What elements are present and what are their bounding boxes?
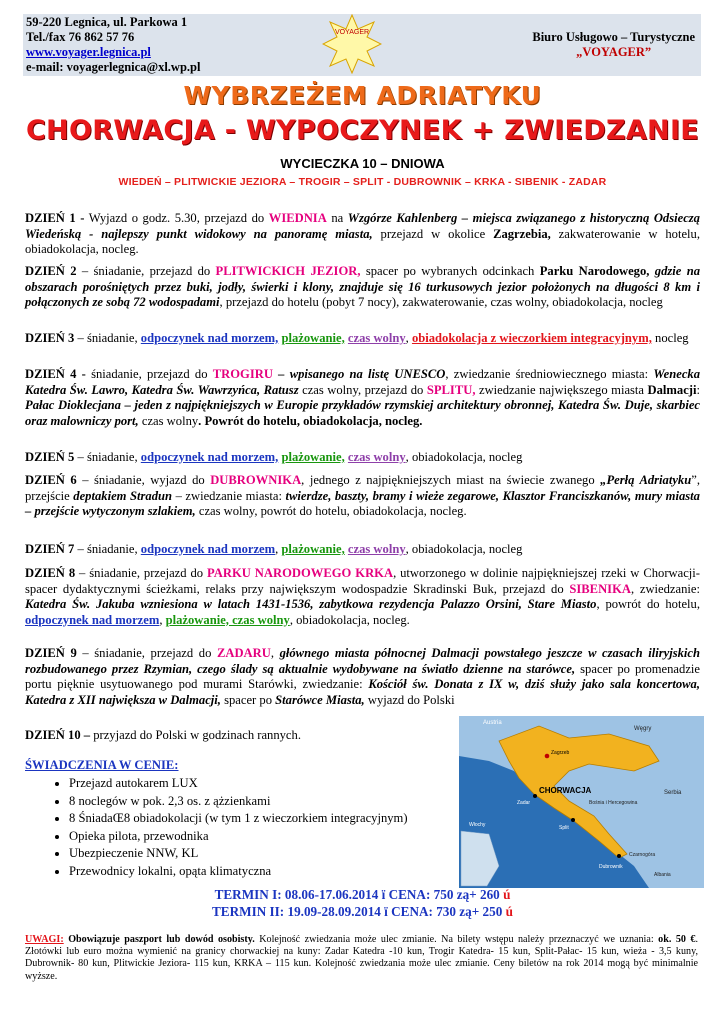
day-label: DZIEŃ 3: [25, 331, 75, 345]
day-2: [25, 264, 700, 311]
email: e-mail: voyagerlegnica@xl.wp.pl: [26, 60, 201, 74]
notes-label: UWAGI:: [25, 934, 64, 945]
activity-rest: odpoczynek nad morzem,: [140, 450, 279, 464]
day-6: [25, 473, 700, 520]
company-block: [532, 30, 695, 60]
service-item: • Przewodnicy lokalni, opąta klimatyczna: [69, 863, 408, 881]
day-10: [25, 728, 455, 744]
day-text: spacer po promenadzie portu pięknie usytuowanego pod murami Starówki, zwiedzanie:: [25, 661, 700, 691]
highlight-text: Katedra Św. Jakuba wzniesiona w latach 1431-1536, zabytkowa rezydencja Palazzo Orsini, Stare Miasto: [25, 597, 597, 611]
day-text: – śniadanie, przejazd do: [76, 264, 216, 278]
currency-mark: ú: [503, 887, 511, 902]
activity-free-time: czas wolny: [347, 331, 406, 345]
day-text: – zwiedzanie miasta:: [172, 488, 286, 503]
day-text: nocleg: [651, 331, 689, 345]
service-item: • 8 noclegów w pok. 2,3 os. z ążzienkami: [69, 793, 408, 811]
star-icon: [322, 14, 382, 74]
day-text: – śniadanie, przejazd do: [76, 646, 217, 660]
service-item: • 8 ŚniadaŒ8 obiadokolacji (w tym 1 z wieczorkiem integracyjnym): [69, 810, 408, 828]
day-3: [25, 331, 700, 347]
voyager-logo-star: [322, 14, 382, 74]
day-text: , obiadokolacja, nocleg.: [289, 612, 410, 627]
place-name: TROGIRU: [212, 367, 273, 381]
day-text: wyjazd do Polski: [364, 692, 455, 707]
map-label: Zagrzeb: [551, 750, 570, 756]
termin-2: [0, 904, 725, 920]
activity-beach: plażowanie,: [281, 450, 345, 464]
day-text: , jednego z najpiękniejszych miast na świecie zwanego: [301, 473, 601, 487]
highlight-text: Parku Narodowego,: [539, 264, 650, 278]
route: WIEDEŃ – PLITWICKIE JEZIORA – TROGIR – SPLIT - DUBROWNIK – KRKA - SIBENIK - ZADAR: [118, 176, 607, 188]
day-text: ”, przejście: [25, 473, 700, 503]
phone: Tel./fax 76 862 57 76: [26, 30, 135, 44]
services-title: ŚWIADCZENIA W CENIE:: [25, 758, 179, 772]
day-text: – śniadanie,: [74, 450, 141, 464]
day-text: – śniadanie,: [74, 331, 141, 345]
day-label: DZIEŃ 5: [25, 450, 75, 464]
day-text: – śniadanie, wyjazd do: [76, 473, 211, 487]
day-7: [25, 542, 700, 558]
termin-text: TERMIN II: 19.09-28.09.2014 ï CENA: 730 zą+ 250: [212, 904, 506, 919]
day-text: ,: [159, 612, 166, 627]
activity-beach: plażowanie,: [281, 542, 345, 556]
website-link[interactable]: www.voyager.legnica.pl: [26, 45, 151, 59]
day-text: , powrót do hotelu,: [596, 597, 701, 611]
day-text: spacer po wybranych odcinkach: [360, 264, 540, 278]
highlight-text: Pałac Dioklecjana – jeden z najpiękniejszych w Europie przykładów rzymskiej architektury obronnej, Katedra Św. Duje, skarbiec oraz malowniczy port,: [25, 398, 700, 428]
highlight-text: głównego miasta północnej Dalmacji powstałego jeszcze w czasach iliryjskich rozbudowanego przez Rzymian, czego ślady są aktualnie wydobywane na światło dzienne na starówce,: [25, 646, 701, 676]
day-label: DZIEŃ 1 -: [25, 211, 85, 225]
activity-dinner: obiadokolacja z wieczorkiem integracyjnym,: [411, 331, 652, 345]
highlight-text: Wenecka Katedra Św. Lawro, Katedra Św. Wawrzyńca, Ratusz: [25, 367, 701, 397]
place-name: SIBENIKA: [569, 581, 631, 596]
place-name: PARKU NARODOWEGO KRKA: [207, 566, 394, 580]
services-list: [25, 775, 408, 880]
service-item: • Przejazd autokarem LUX: [69, 775, 408, 793]
map-label: Serbia: [664, 790, 682, 796]
day-label: DZIEŃ 4 -: [25, 367, 86, 381]
highlight-text: Starówce Miasta,: [275, 692, 365, 707]
map-label: Węgry: [634, 726, 652, 732]
day-label: DZIEŃ 2: [25, 264, 77, 278]
map-label: Włochy: [469, 822, 486, 828]
termin-1: [0, 887, 725, 903]
notes-bold: Obowiązuje paszport lub dowód osobisty.: [63, 934, 255, 945]
day-text: , zwiedzanie średniowiecznego miasta:: [445, 367, 654, 381]
day-text: ,: [275, 542, 282, 556]
day-4: [25, 367, 700, 429]
day-text: , zwiedzanie:: [630, 581, 700, 596]
highlight-text: Kościół św. Donata z IX w, dziś służy jako sala koncertowa, Katedra z XII największa w Dalmacji,: [25, 677, 700, 707]
activity-rest: odpoczynek nad morzem: [140, 542, 276, 556]
highlight-text: Zagrzebia,: [493, 226, 551, 241]
service-item: • Ubezpieczenie NNW, KL: [69, 845, 408, 863]
highlight-text: – wpisanego na listę UNESCO: [272, 367, 446, 381]
title-line1: WYBRZEŻEM ADRIATYKU: [183, 81, 542, 110]
subtitle: WYCIECZKA 10 – DNIOWA: [280, 156, 445, 171]
day-text: . Powrót do hotelu, obiadokolacja, nocleg.: [198, 413, 423, 428]
map-label: Split: [559, 825, 569, 831]
company-line1: Biuro Usługowo – Turystyczne: [532, 30, 695, 44]
day-text: ,: [405, 331, 412, 345]
day-label: DZIEŃ 7: [25, 542, 75, 556]
notes-bold: ok. 50 €: [658, 934, 696, 945]
day-text: śniadanie, przejazd do: [85, 367, 213, 381]
service-item: • Opieka pilota, przewodnika: [69, 828, 408, 846]
map-label: Albania: [654, 872, 671, 878]
services-section: [25, 758, 408, 880]
day-text: spacer po: [220, 692, 276, 707]
place-name: DUBROWNIKA: [210, 473, 302, 487]
activity-free-time: czas wolny: [347, 450, 406, 464]
day-text: Wyjazd o godz. 5.30, przejazd do: [84, 211, 269, 225]
map-image: [459, 716, 704, 888]
day-text: ,: [270, 646, 280, 660]
activity-rest: odpoczynek nad morzem,: [140, 331, 279, 345]
day-text: przejazd w okolice: [372, 226, 494, 241]
day-9: [25, 646, 700, 708]
day-text: czas wolny, przejazd do: [298, 382, 427, 397]
termin-text: TERMIN I: 08.06-17.06.2014 ï CENA: 750 zą+ 260: [214, 887, 504, 902]
day-text: , obiadokolacja, nocleg: [405, 542, 523, 556]
day-text: czas wolny, powrót do hotelu, obiadokolacja, nocleg.: [195, 504, 467, 518]
highlight-text: deptakiem Stradun: [73, 488, 173, 503]
activity-rest: odpoczynek nad morzem: [25, 612, 160, 627]
map-label: CHORWACJA: [539, 786, 592, 795]
address: 59-220 Legnica, ul. Parkowa 1: [26, 15, 188, 29]
day-text: , utworzonego w dolinie najpiękniejszej rzeki w Chorwacji- spacer dydaktycznymi ścieżkami, relaks przy największym wodospadzie Skradinski Buk, przejazd do: [25, 566, 700, 596]
title-line2: CHORWACJA - WYPOCZYNEK + ZWIEDZANIE: [25, 115, 700, 146]
day-label: DZIEŃ 10 –: [25, 728, 91, 742]
place-name: PLITWICKICH JEZIOR,: [215, 264, 361, 278]
day-5: [25, 450, 700, 466]
day-label: DZIEŃ 6: [25, 473, 77, 487]
notes: [25, 934, 698, 983]
croatia-map: [459, 716, 704, 888]
day-label: DZIEŃ 8: [25, 566, 76, 580]
currency-mark: ú: [505, 904, 513, 919]
map-label: Bośnia i Hercegowina: [589, 800, 638, 806]
place-name: WIEDNIA: [268, 211, 327, 225]
map-label: Dubrownik: [599, 864, 623, 870]
day-text: zakwaterowanie w hotelu, obiadokolacja, nocleg.: [25, 226, 701, 256]
highlight-text: Wzgórze Kahlenberg – miejsca związanego z historyczną Odsieczą Wiedeńską - najlepszy punkt widokowy na panoramę miasta,: [25, 211, 700, 241]
highlight-text: gdzie na obszarach porośniętych przez buki, jodły, świerki i klony, znajduje się 16 turkusowych jezior położonych na długości 8 km i połączonych ze sobą 72 wodospadami: [25, 264, 701, 309]
day-text: – śniadanie,: [74, 542, 141, 556]
map-label: Austria: [483, 720, 502, 726]
place-name: SPLITU,: [426, 382, 476, 397]
day-text: przyjazd do Polski w godzinach rannych.: [90, 728, 301, 742]
logo-text: VOYAGER: [334, 29, 370, 36]
activity-beach: plażowanie, czas wolny: [165, 612, 290, 627]
day-1: [25, 211, 700, 258]
notes-text: . Złotówki lub euro można wymienić na granicy chorwackiej na kuny: Zadar Katedra -10 kun, Trogir Katedra- 15 kun, Split-Pałac- 15 kun, wieża - 3,5 kuny, Dubrownik- 80 kun, Plitwickie Jeziora- 115 kun, KRKA – 115 kun. Kolejność zwiedzania może ulec zmianie. Ceny biletów na rok 2014 mogą być minimalnie wyższe.: [25, 934, 699, 982]
notes-text: Kolejność zwiedzania może ulec zmianie. Na bilety wstępu należy przeznaczyć we uznania:: [254, 934, 659, 945]
highlight-text: twierdze, baszty, bramy i wieże zegarowe, Klasztor Franciszkanów, mury miasta – przejście wytyczonym szlakiem,: [25, 488, 700, 518]
highlight-text: „Perłą Adriatyku: [600, 473, 692, 487]
place-name: ZADARU: [216, 646, 271, 660]
activity-beach: plażowanie,: [281, 331, 345, 345]
day-text: na: [326, 211, 348, 225]
highlight-text: Dalmacji: [647, 382, 697, 397]
activity-free-time: czas wolny: [347, 542, 406, 556]
day-text: , obiadokolacja, nocleg: [405, 450, 523, 464]
day-text: czas wolny: [138, 413, 199, 428]
day-text: zwiedzanie największego miasta: [475, 382, 648, 397]
day-text: , przejazd do hotelu (pobyt 7 nocy), zakwaterowanie, czas wolny, obiadokolacja, nocleg: [219, 295, 663, 309]
day-text: – śniadanie, przejazd do: [75, 566, 208, 580]
company-line2: „VOYAGER”: [576, 45, 652, 59]
day-label: DZIEŃ 9: [25, 646, 77, 660]
map-label: Czarnogóra: [629, 852, 656, 858]
day-text: :: [696, 382, 700, 397]
day-8: [25, 566, 700, 628]
contact-block: [26, 15, 200, 75]
map-label: Zadar: [517, 800, 531, 806]
